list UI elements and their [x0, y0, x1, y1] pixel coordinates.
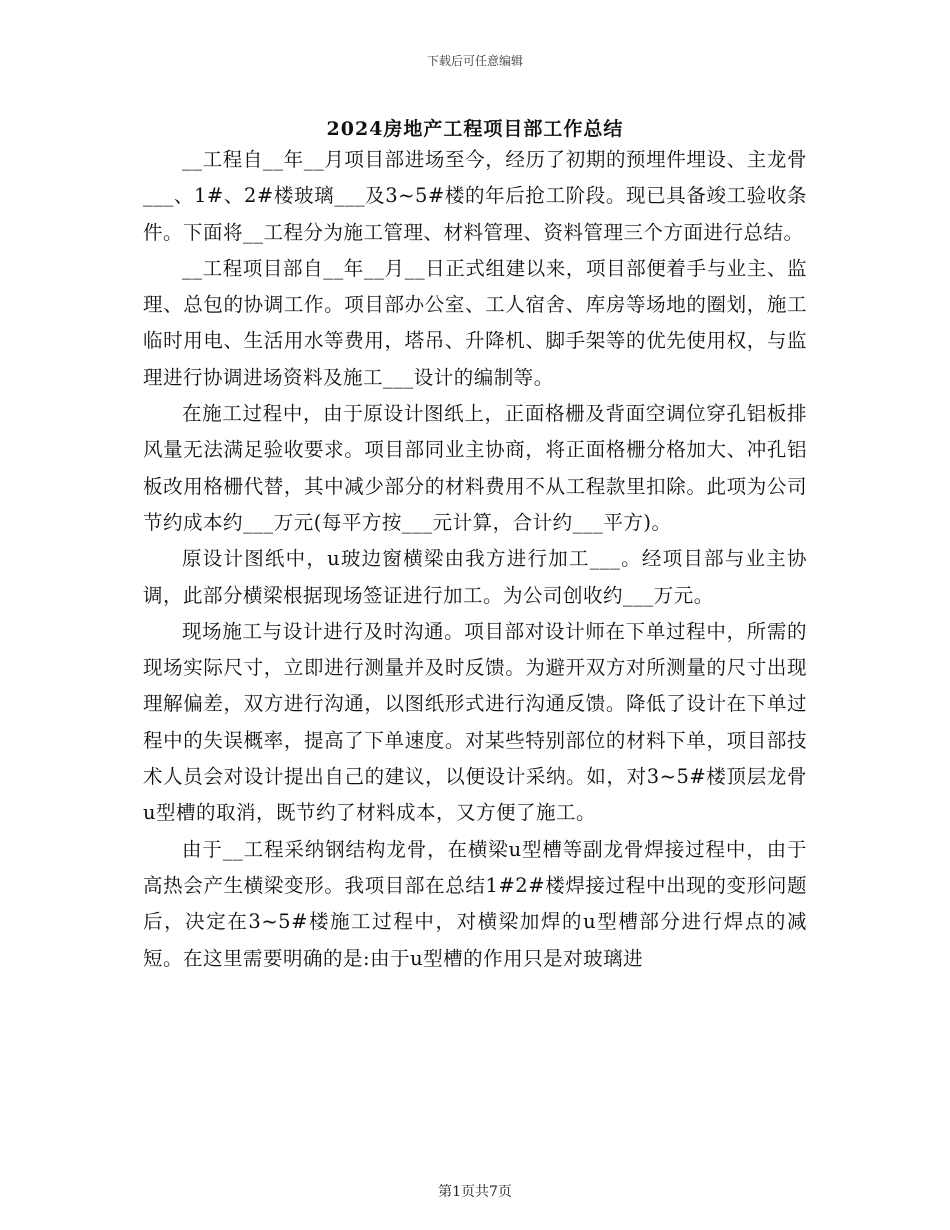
page-number: 第1页共7页 — [438, 1184, 512, 1200]
document-body — [143, 142, 807, 977]
paragraph-crossbeam-processing: 原设计图纸中，u玻边窗横梁由我方进行加工___。经项目部与业主协调，此部分横梁根据现场签证进行加工。为公司创收约___万元。 — [143, 547, 807, 607]
paragraph-intro: __工程自__年__月项目部进场至今，经历了初期的预埋件埋设、主龙骨___、1#、2#楼玻璃___及3~5#楼的年后抢工阶段。现已具备竣工验收条件。下面将__工程分为施工管理、材料管理、资料管理三个方面进行总结。 — [143, 148, 807, 244]
document-title: 2024房地产工程项目部工作总结 — [326, 118, 624, 140]
paragraph-project-setup: __工程项目部自__年__月__日正式组建以来，项目部便着手与业主、监理、总包的协调工作。项目部办公室、工人宿舍、库房等场地的圈划，施工临时用电、生活用水等费用，塔吊、升降机、脚手架等的优先使用权，与监理进行协调进场资料及施工___设计的编制等。 — [143, 256, 807, 389]
paragraph-welding: 由于__工程采纳钢结构龙骨，在横梁u型槽等副龙骨焊接过程中，由于高热会产生横梁变形。我项目部在总结1#2#楼焊接过程中出现的变形问题后，决定在3~5#楼施工过程中，对横梁加焊的u型槽部分进行焊点的减短。在这里需要明确的是:由于u型槽的作用只是对玻璃进 — [143, 837, 807, 970]
paragraph-design-communication: 现场施工与设计进行及时沟通。项目部对设计师在下单过程中，所需的现场实际尺寸，立即进行测量并及时反馈。为避开双方对所测量的尺寸出现理解偏差，双方进行沟通，以图纸形式进行沟通反馈。降低了设计在下单过程中的失误概率，提高了下单速度。对某些特别部位的材料下单，项目部技术人员会对设计提出自己的建议，以便设计采纳。如，对3~5#楼顶层龙骨u型槽的取消，既节约了材料成本，又方便了施工。 — [143, 619, 807, 825]
paragraph-design-change: 在施工过程中，由于原设计图纸上，正面格栅及背面空调位穿孔铝板排风量无法满足验收要求。项目部同业主协商，将正面格栅分格加大、冲孔铝板改用格栅代替，其中减少部分的材料费用不从工程款里扣除。此项为公司节约成本约___万元(每平方按___元计算，合计约___平方)。 — [143, 402, 807, 534]
header-note: 下载后可任意编辑 — [426, 54, 523, 68]
